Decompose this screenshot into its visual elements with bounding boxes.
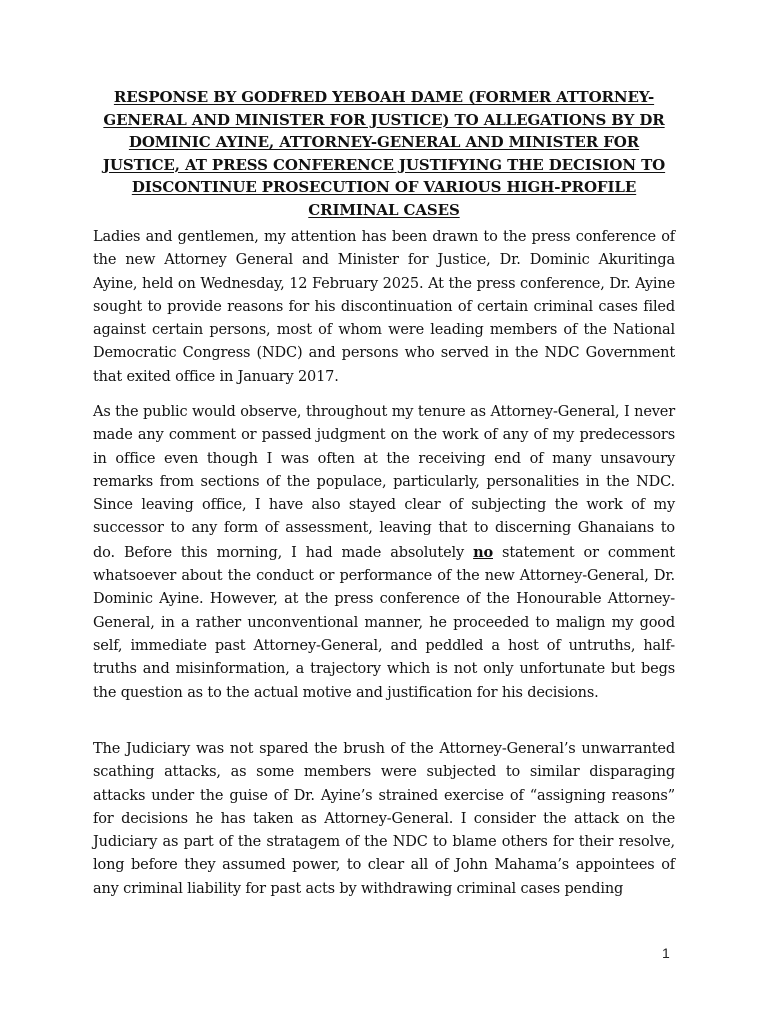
paragraph-2 xyxy=(93,401,675,705)
paragraph-2-text-after: statement or comment whatsoever about the conduct or performance of the new Attorney-General, Dr. Dominic Ayine. However, at the press conference of the Honourable Attorney-General, in a rather unconventional manner, he proceeded to malign my good self, immediate past Attorney-General, and peddled a host of untruths, half-truths and misinformation, a trajectory which is not only unfortunate but begs the question as to the actual motive and justification for his decisions. xyxy=(93,544,675,701)
paragraph-2-text-before: As the public would observe, throughout my tenure as Attorney-General, I never made any comment or passed judgment on the work of any of my predecessors in office even though I was often at the receiving end of many unsavoury remarks from sections of the populace, particularly, personalities in the NDC. Since leaving office, I have also stayed clear of subjecting the work of my successor to any form of assessment, leaving that to discerning Ghanaians to do. Before this morning, I had made absolutely xyxy=(93,404,675,561)
paragraph-2-emphasis: no xyxy=(473,543,493,561)
paragraph-3: The Judiciary was not spared the brush of the Attorney-General’s unwarranted scathing attacks, as some members were subjected to similar disparaging attacks under the guise of Dr. Ayine’s strained exercise of “assigning reasons” for decisions he has taken as Attorney-General. I consider the attack on the Judiciary as part of the stratagem of the NDC to blame others for their resolve, long before they assumed power, to clear all of John Mahama’s appointees of any criminal liability for past acts by withdrawing criminal cases pending xyxy=(93,741,675,897)
document-title: RESPONSE BY GODFRED YEBOAH DAME (FORMER ATTORNEY-GENERAL AND MINISTER FOR JUSTICE) TO ALLEGATIONS BY DR DOMINIC AYINE, ATTORNEY-GENERAL AND MINISTER FOR JUSTICE, AT PRESS CONFERENCE JUSTIFYING THE DECISION TO DISCONTINUE PROSECUTION OF VARIOUS HIGH-PROFILE CRIMINAL CASES xyxy=(102,88,666,219)
page-number: 1 xyxy=(662,945,670,961)
paragraph-1: Ladies and gentlemen, my attention has been drawn to the press conference of the new Attorney General and Minister for Justice, Dr. Dominic Akuritinga Ayine, held on Wednesday, 12 February 2025. At the press conference, Dr. Ayine sought to provide reasons for his discontinuation of certain criminal cases filed against certain persons, most of whom were leading members of the National Democratic Congress (NDC) and persons who served in the NDC Government that exited office in January 2017. xyxy=(93,229,675,385)
